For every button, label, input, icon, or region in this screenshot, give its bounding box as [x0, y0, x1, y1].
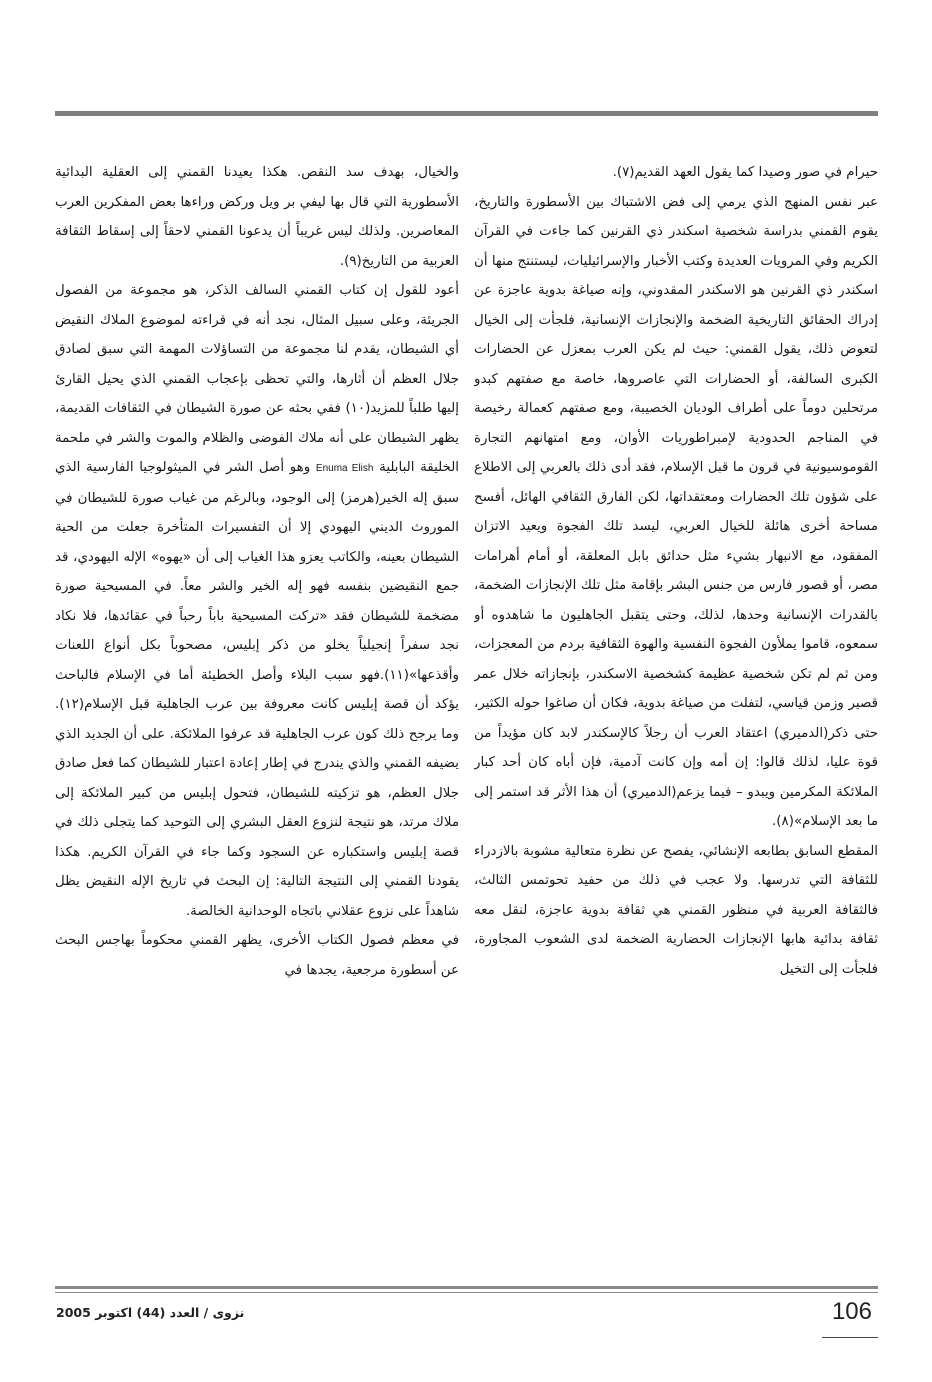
page-number-underline — [822, 1337, 878, 1338]
latin-term: Enuma Elish — [315, 463, 374, 474]
page-number: 106 — [831, 1298, 872, 1325]
paragraph: والخيال، بهدف سد النقص. هكذا يعيدنا القمني إلى العقلية البدائية الأسطورية التي قال بها ليفي بر ويل وركض وراءها بعض المفكرين العرب المعاصرين. ولذلك ليس غريباً أن يدعونا القمني لاحقاً إلى إسقاط الثقافة العربية من التاريخ(٩). — [55, 165, 459, 269]
paragraph: عبر نفس المنهج الذي يرمي إلى فض الاشتباك بين الأسطورة والتاريخ، يقوم القمني بدراسة شخصية اسكندر ذي القرنين كما جاءت في القرآن الكريم وفي المرويات العديدة وكتب الأخبار والإسرائيليات، ليستنتج منها أن اسكندر ذي القرنين هو الاسكندر المقدوني، وإنه صياغة بدوية عاجزة عن إدراك الحقائق التاريخية الضخمة والإنجازات الإنسانية، فلجأت إلى الخيال لتعوض ذلك، يقول القمني: حيث لم يكن العرب بمعزل عن الحضارات الكبرى السالفة، أو الحضارات التي عاصروها، خاصة مع صفتهم كبدو مرتحلين دوماً على أطراف الوديان الخصيبة، ومع صفتهم كعمالة رخيصة في المناجم الحدودية لإمبراطوريات الأوان، ومع امتهانهم التجارة القوموسيونية في قرون ما قبل الإسلام، فقد أدى ذلك بالعربي إلى الاطلاع على شؤون تلك الحضارات ومعتقداتها، لكن الفارق الثقافي الهائل، أفسح مساحة أخرى هائلة للخيال العربي، ليسد تلك الفجوة ويعيد الاتزان المفقود، مع الانبهار بشيء مثل حدائق بابل المعلقة، أو أمام أهرامات مصر، أو قصور فارس من جنس البشر بإقامة مثل تلك الإنجازات الضخمة، بالقدرات الإنسانية وحدها، لذلك، وحتى يتقبل الجاهليون ما شاهدوه أو سمعوه، قاموا يملأون الفجوة النفسية والهوة الثقافية بردم من المعجزات، ومن ثم لم تكن شخصية عظيمة كشخصية الاسكندر، بإنجازاته خلال عمر قصير وزمن قياسي، لتفلت من صياغة بدوية، فكان أن صاغوا حوله الكثير، حتى ذكر(الدميري) اعتقاد العرب أن رجلاً كالإسكندر لابد كان مؤيداً من قوة عليا، لذلك قالوا: إن أمه وإن كانت آدمية، فإن أباه كان أحد كبار الملائكة المكرمين ويبدو – فيما يزعم(الدميري) أن هذا الأثر قد استمر إلى ما بعد الإسلام»(٨). — [474, 194, 878, 829]
paragraph: في معظم فصول الكتاب الأخرى، يظهر القمني محكوماً بهاجس البحث عن أسطورة مرجعية، يجدها في — [55, 933, 459, 978]
bottom-divider-thin — [55, 1292, 878, 1293]
top-divider — [55, 111, 878, 116]
paragraph-continuation: وهو أصل الشر في الميثولوجيا الفارسية الذي سبق إله الخير(هرمز) إلى الوجود، وبالرغم من غياب صورة للشيطان في الموروث الديني اليهودي إلا أن التفسيرات المتأخرة جعلت من الحية الشيطان بعينه، والكاتب يعزو هذا الغياب إلى أن «يهوه» الإله اليهودي، قد جمع النقيضين بنفسه فهو إله الخير والشر معاً. في المسيحية صورة مضخمة للشيطان فقد «تركت المسيحية باباً رحباً في عقائدها، فلا نكاد نجد سفراً إنجيلياً يخلو من ذكر إبليس، مصحوباً بكل أنواع اللعنات وأقذعها»(١١).فهو سبب البلاء وأصل الخطيئة أما في الإسلام فالباحث يؤكد أن قصة إبليس كانت معروفة بين عرب الجاهلية قبل الإسلام(١٢). وما يرجح ذلك كون عرب الجاهلية قد عرفوا الملائكة. على أن الجديد الذي يضيفه القمني والذي يندرج في إطار إعادة اعتبار للشيطان كما فعل صادق جلال العظم، هو تزكيته للشيطان، فتحول إبليس من كبير الملائكة إلى ملاك مرتد، هو نتيجة لنزوع العقل البشري إلى التوحيد كما يتجلى ذلك في قصة إبليس واستكباره عن السجود وكما جاء في القرآن الكريم. هكذا يقودنا القمني إلى النتيجة التالية: إن البحث في تاريخ الإله النقيض يظل شاهداً على نزوع عقلاني باتجاه الوحدانية الخالصة. — [55, 460, 459, 919]
paragraph: حيرام في صور وصيدا كما يقول العهد القديم(٧). — [612, 165, 878, 180]
text-column-left — [55, 158, 459, 1243]
paragraph: المقطع السابق بطابعه الإنشائي، يفصح عن نظرة متعالية مشوبة بالازدراء للثقافة التي تدرسها. ولا عجب في ذلك من حفيد تحوتمس الثالث، فالثقافة العربية في منظور القمني هي ثقافة بدوية عاجزة، لنقل معه ثقافة بدائية هابها الإنجازات الحضارية الضخمة لدى الشعوب المجاورة، فلجأت إلى التخيل — [474, 843, 878, 977]
text-column-right — [474, 158, 878, 1243]
paragraph-text: أعود للقول إن كتاب القمني السالف الذكر، هو مجموعة من الفصول الجريئة، وعلى سبيل المثال، نجد أنه في قراءته لموضوع الملاك النقيض أي الشيطان، يقدم لنا مجموعة من التساؤلات المهمة التي سبق لصادق جلال العظم أن أثارها، والتي تحظى بإعجاب القمني الذي يحيل القارئ إليها طلباً للمزيد(١٠) ففي بحثه عن صورة الشيطان في الثقافات القديمة، يظهر الشيطان على أنه ملاك الفوضى والظلام والموت والشر في ملحمة الخليقة البابلية — [55, 283, 459, 475]
issue-info: نزوى / العدد (44) اكتوبر 2005 — [56, 1305, 245, 1320]
bottom-divider — [55, 1286, 878, 1289]
paragraph-with-term — [55, 276, 459, 926]
